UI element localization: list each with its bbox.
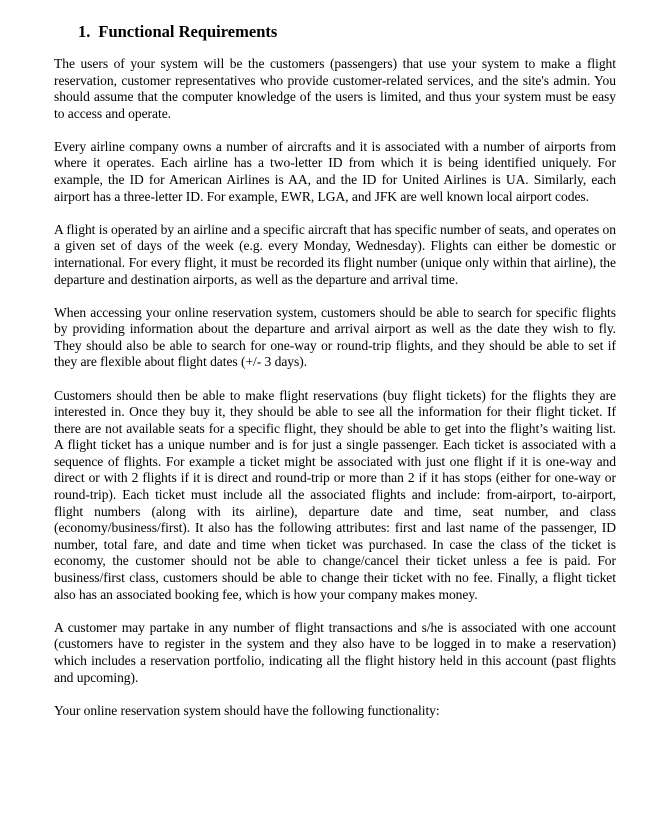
paragraph-functionality-intro: Your online reservation system should have the following functionality: (54, 702, 440, 718)
section-title: Functional Requirements (98, 22, 278, 41)
document-page (54, 22, 616, 736)
section-number: 1. (78, 22, 91, 41)
paragraph-users: The users of your system will be the customers (passengers) that use your system to make a flight reservation, customer representatives who provide customer-related services, and the site's admin. You should assume that the computer knowledge of the users is limited, and thus your system must be easy to access and operate. (54, 56, 616, 121)
paragraph-search: When accessing your online reservation system, customers should be able to search for specific flights by providing information about the departure and arrival airport as well as the date they wish to fly. They should also be able to search for one-way or round-trip flights, and they should be able to set if they are flexible about flight dates (+/- 3 days). (54, 304, 616, 370)
paragraph-airlines-airports: Every airline company owns a number of aircrafts and it is associated with a number of airports from where it operates. Each airline has a two-letter ID from which it is being identified uniquely. For example, the ID for American Airlines is AA, and the ID for United Airlines is UA. Similarly, each airport has a three-letter ID. For example, EWR, LGA, and JFK are well known local airport codes. (54, 138, 616, 204)
paragraph-account: A customer may partake in any number of flight transactions and s/he is associated with one account (customers have to register in the system and they also have to be logged in to make a reservation) which includes a reservation portfolio, indicating all the flight history held in this account (past flights and upcoming). (54, 619, 616, 685)
paragraph-flights: A flight is operated by an airline and a specific aircraft that has specific number of seats, and operates on a given set of days of the week (e.g. every Monday, Wednesday). Flights can either be domestic or international. For every flight, it must be recorded its flight number (unique only within that airline), the departure and destination airports, as well as the departure and arrival time. (54, 221, 616, 287)
section-heading (78, 22, 616, 42)
paragraph-tickets: Customers should then be able to make flight reservations (buy flight tickets) for the flights they are interested in. Once they buy it, they should be able to see all the information for their flight ticket. If there are not available seats for a specific flight, they should be able to get into the flight’s waiting list. A flight ticket has a unique number and is for just a single passenger. Each ticket is associated with a sequence of flights. For example a ticket might be associated with just one flight if it is one-way and direct or with 2 flights if it is direct and round-trip or more than 2 if it has stops (either for one-way or round-trip). Each ticket must include all the associated flights and include: from-airport, to-airport, flight numbers (along with its airline), departure date and time, seat number, and class (economy/business/first). It also has the following attributes: first and last name of the passenger, ID number, total fare, and date and time when ticket was purchased. In case the class of the ticket is economy, the customer should not be able to change/cancel their ticket unless a fee is paid. For business/first class, customers should be able to change their ticket with no fee. Finally, a flight ticket also has an associated booking fee, which is how your company makes money. (54, 387, 616, 602)
